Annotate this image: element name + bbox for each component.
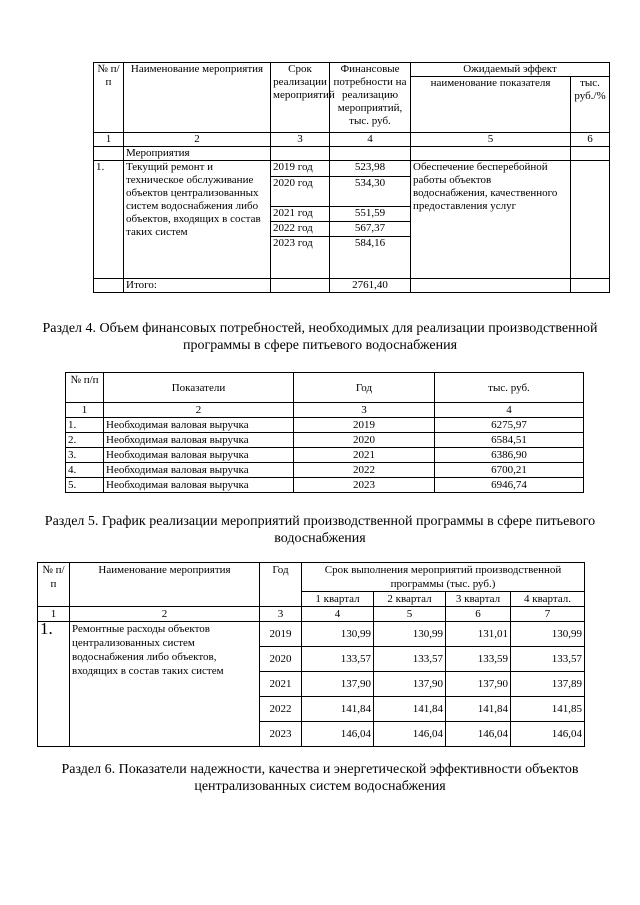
header-num: № п/п <box>94 63 124 133</box>
item-name: Текущий ремонт и техническое обслуживание объектов централизованных систем водоснабжения либо объектов, входящих в состав таких систем <box>124 161 271 279</box>
row-q4: 146,04 <box>511 722 585 747</box>
item-effect: Обеспечение бесперебойной работы объектов водоснабжения, качественного предоставления услуг <box>411 161 571 279</box>
value-cell: 551,59 <box>330 207 411 222</box>
row-q4: 130,99 <box>511 622 585 647</box>
row-q3: 137,90 <box>446 672 511 697</box>
col-number: 2 <box>124 133 271 147</box>
col-number: 1 <box>94 133 124 147</box>
row-num: 4. <box>66 463 104 478</box>
row-name: Необходимая валовая выручка <box>104 448 294 463</box>
header-year: Год <box>294 373 435 403</box>
row-q3: 131,01 <box>446 622 511 647</box>
revenue-table <box>65 372 584 493</box>
col-number: 3 <box>260 607 302 622</box>
header-term: Срок выполнения мероприятий производственной программы (тыс. руб.) <box>302 563 585 592</box>
item-num: 1. <box>38 622 70 747</box>
row-num: 5. <box>66 478 104 493</box>
header-effect: Ожидаемый эффект <box>411 63 610 77</box>
row-q4: 133,57 <box>511 647 585 672</box>
table-row <box>66 448 584 463</box>
row-q2: 141,84 <box>374 697 446 722</box>
total-label: Итого: <box>124 279 271 293</box>
table-row <box>66 463 584 478</box>
row-year: 2020 <box>294 433 435 448</box>
row-year: 2021 <box>260 672 302 697</box>
value-cell: 584,16 <box>330 237 411 279</box>
row-q2: 130,99 <box>374 622 446 647</box>
row-q2: 133,57 <box>374 647 446 672</box>
row-year: 2020 <box>260 647 302 672</box>
value-cell: 534,30 <box>330 177 411 207</box>
header-num: № п/п <box>66 373 104 403</box>
header-name: Наименование мероприятия <box>70 563 260 607</box>
table-row <box>66 478 584 493</box>
year-cell: 2019 год <box>271 161 330 177</box>
row-q1: 141,84 <box>302 697 374 722</box>
col-number: 3 <box>294 403 435 418</box>
row-value: 6946,74 <box>435 478 584 493</box>
row-value: 6275,97 <box>435 418 584 433</box>
col-number: 1 <box>38 607 70 622</box>
header-finance: Финансовые потребности на реализацию мероприятий, тыс. руб. <box>330 63 411 133</box>
col-number: 2 <box>104 403 294 418</box>
value-cell: 567,37 <box>330 222 411 237</box>
header-num: № п/ п <box>38 563 70 607</box>
col-number: 6 <box>571 133 610 147</box>
header-indicator: наименование показателя <box>411 77 571 133</box>
header-q1: 1 квартал <box>302 592 374 607</box>
item-num: 1. <box>94 161 124 279</box>
col-number: 5 <box>411 133 571 147</box>
header-value: тыс. руб. <box>435 373 584 403</box>
schedule-table <box>37 562 585 747</box>
header-year: Год <box>260 563 302 607</box>
row-q1: 146,04 <box>302 722 374 747</box>
header-q2: 2 квартал <box>374 592 446 607</box>
col-number: 1 <box>66 403 104 418</box>
col-number: 4 <box>302 607 374 622</box>
header-q4: 4 квартал. <box>511 592 585 607</box>
row-q3: 141,84 <box>446 697 511 722</box>
col-number: 6 <box>446 607 511 622</box>
header-term: Срок реализации мероприятий <box>271 63 330 133</box>
value-cell: 523,98 <box>330 161 411 177</box>
item-name: Ремонтные расходы объектов централизованных систем водоснабжения либо объектов, входящих в состав таких систем <box>70 622 260 747</box>
section6-title: Раздел 6. Показатели надежности, качества и энергетической эффективности объектов централизованных систем водоснабжения <box>61 762 579 794</box>
col-number: 2 <box>70 607 260 622</box>
row-year: 2023 <box>294 478 435 493</box>
table-row <box>66 433 584 448</box>
row-year: 2023 <box>260 722 302 747</box>
row-value: 6584,51 <box>435 433 584 448</box>
year-cell: 2021 год <box>271 207 330 222</box>
row-q4: 137,89 <box>511 672 585 697</box>
row-q1: 130,99 <box>302 622 374 647</box>
row-year: 2019 <box>294 418 435 433</box>
year-cell: 2023 год <box>271 237 330 279</box>
table-row <box>66 418 584 433</box>
row-q3: 146,04 <box>446 722 511 747</box>
section-label: Мероприятия <box>124 147 271 161</box>
header-indicator: Показатели <box>104 373 294 403</box>
row-q3: 133,59 <box>446 647 511 672</box>
section5-title: Раздел 5. График реализации мероприятий производственной программы в сфере питьевого водоснабжения <box>44 514 596 546</box>
row-num: 1. <box>66 418 104 433</box>
col-number: 3 <box>271 133 330 147</box>
row-name: Необходимая валовая выручка <box>104 418 294 433</box>
row-num: 3. <box>66 448 104 463</box>
year-cell: 2020 год <box>271 177 330 207</box>
row-name: Необходимая валовая выручка <box>104 463 294 478</box>
row-q4: 141,85 <box>511 697 585 722</box>
row-q2: 146,04 <box>374 722 446 747</box>
header-name: Наименование мероприятия <box>124 63 271 133</box>
col-number: 4 <box>435 403 584 418</box>
row-year: 2019 <box>260 622 302 647</box>
header-unit: тыс. руб./% <box>571 77 610 133</box>
year-cell: 2022 год <box>271 222 330 237</box>
row-q2: 137,90 <box>374 672 446 697</box>
row-year: 2022 <box>260 697 302 722</box>
col-number: 4 <box>330 133 411 147</box>
row-q1: 137,90 <box>302 672 374 697</box>
section4-title: Раздел 4. Объем финансовых потребностей, необходимых для реализации производственной программы в сфере питьевого водоснабжения <box>42 321 598 353</box>
col-number: 5 <box>374 607 446 622</box>
measures-table <box>93 62 610 293</box>
row-name: Необходимая валовая выручка <box>104 433 294 448</box>
col-number: 7 <box>511 607 585 622</box>
row-q1: 133,57 <box>302 647 374 672</box>
row-year: 2022 <box>294 463 435 478</box>
row-num: 2. <box>66 433 104 448</box>
row-year: 2021 <box>294 448 435 463</box>
row-value: 6386,90 <box>435 448 584 463</box>
row-value: 6700,21 <box>435 463 584 478</box>
header-q3: 3 квартал <box>446 592 511 607</box>
row-name: Необходимая валовая выручка <box>104 478 294 493</box>
total-value: 2761,40 <box>330 279 411 293</box>
